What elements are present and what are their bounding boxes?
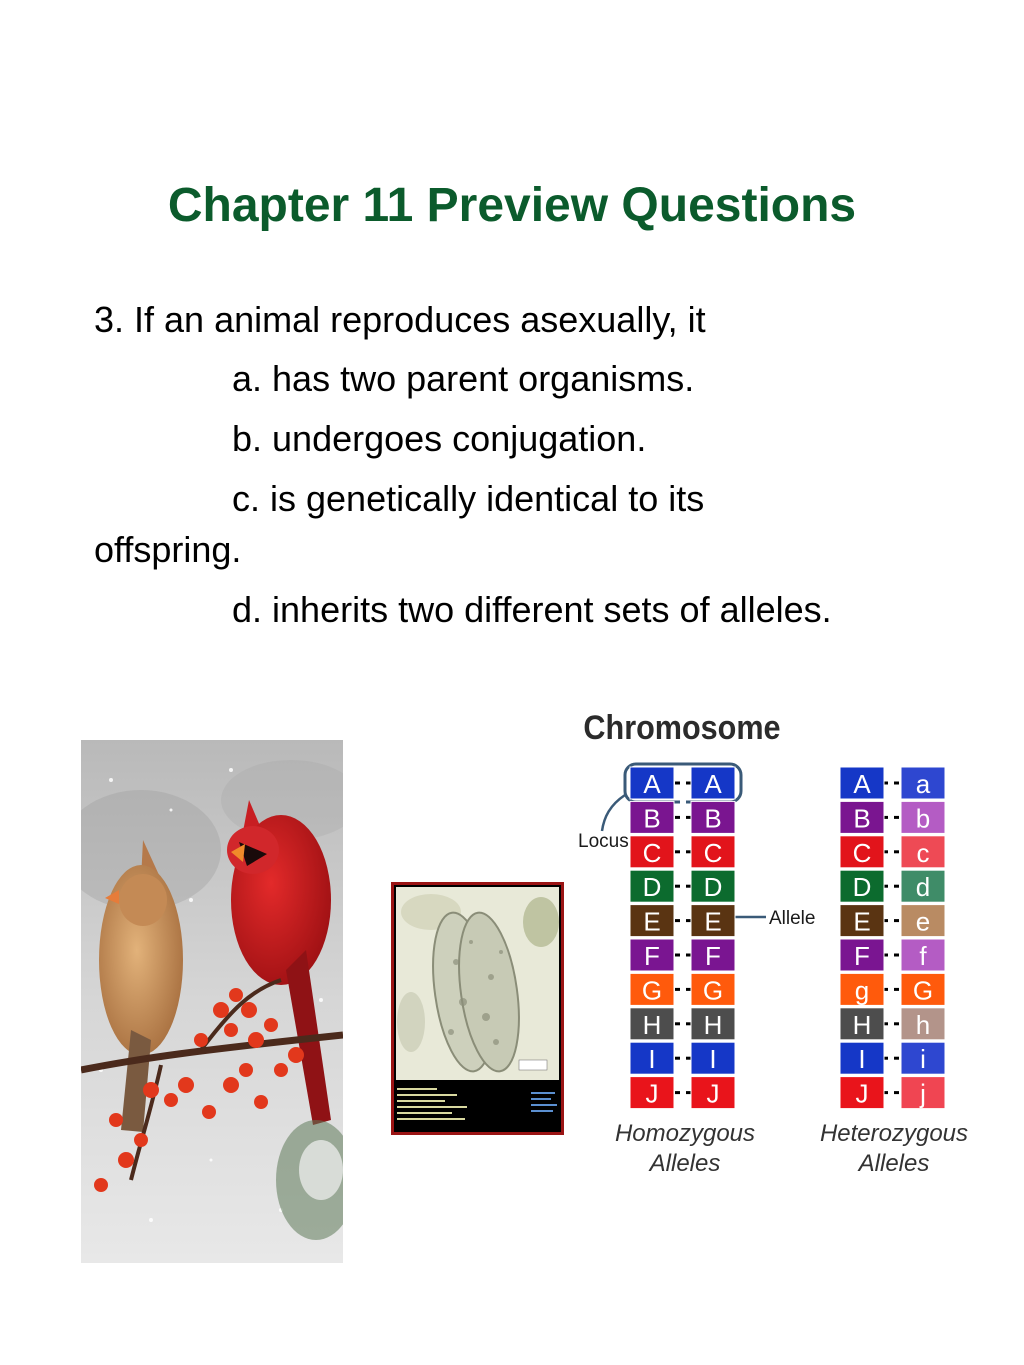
homozygous-right-letter: E bbox=[704, 906, 722, 937]
option-c-line1: c. is genetically identical to its bbox=[232, 478, 705, 519]
heterozygous-left-letter: C bbox=[852, 837, 872, 868]
heterozygous-right-letter: i bbox=[920, 1044, 926, 1075]
option-a: a. has two parent organisms. bbox=[232, 358, 695, 399]
homozygous-right-letter: C bbox=[703, 837, 723, 868]
option-d: d. inherits two different sets of alleles. bbox=[232, 589, 832, 630]
chromosome-diagram bbox=[570, 695, 980, 1195]
homozygous-right-letter: I bbox=[709, 1044, 717, 1075]
cardinals-photo bbox=[81, 740, 343, 1263]
heterozygous-left-letter: D bbox=[852, 872, 872, 903]
homozygous-right-letter: J bbox=[706, 1078, 720, 1109]
option-b: b. undergoes conjugation. bbox=[232, 418, 647, 459]
heterozygous-left-letter: B bbox=[853, 803, 871, 834]
homozygous-left-letter: J bbox=[645, 1078, 659, 1109]
homozygous-left-letter: C bbox=[642, 837, 662, 868]
homozygous-left-letter: F bbox=[644, 941, 660, 971]
heterozygous-right-letter: f bbox=[919, 941, 927, 971]
allele-label: Allele bbox=[769, 908, 816, 929]
heterozygous-left-letter: g bbox=[854, 975, 870, 1006]
locus-pointer bbox=[602, 795, 625, 831]
homozygous-left-letter: A bbox=[643, 769, 661, 799]
homozygous-left-letter: G bbox=[641, 975, 663, 1006]
heterozygous-left-letter: A bbox=[853, 769, 871, 799]
homozygous-left-letter: D bbox=[642, 872, 662, 903]
homozygous-centromere bbox=[680, 767, 686, 1109]
heterozygous-right-letter: a bbox=[915, 769, 931, 799]
heterozygous-right-letter: G bbox=[912, 975, 934, 1006]
heterozygous-right-letter: j bbox=[920, 1078, 926, 1109]
homozygous-right-letter: A bbox=[704, 769, 722, 799]
heterozygous-left-letter: I bbox=[858, 1044, 866, 1075]
homozygous-right-letter: B bbox=[704, 803, 722, 834]
heterozygous-caption-2: Alleles bbox=[858, 1150, 930, 1177]
heterozygous-left-letter: F bbox=[854, 941, 870, 971]
heterozygous-centromere bbox=[888, 767, 894, 1109]
homozygous-left-letter: B bbox=[643, 803, 661, 834]
heterozygous-right-letter: h bbox=[915, 1009, 931, 1040]
homozygous-right-letter: D bbox=[703, 872, 723, 903]
paramecium-micrograph bbox=[391, 882, 564, 1135]
heterozygous-left-letter: H bbox=[852, 1009, 872, 1040]
heterozygous-right-letter: b bbox=[915, 803, 931, 834]
homozygous-right-letter: H bbox=[703, 1009, 723, 1040]
option-c-line2: offspring. bbox=[94, 529, 242, 570]
diagram-title: Chromosome bbox=[583, 708, 781, 747]
heterozygous-right-letter: d bbox=[915, 872, 931, 903]
locus-label: Locus bbox=[578, 831, 629, 852]
homozygous-caption-2: Alleles bbox=[649, 1150, 721, 1177]
homozygous-left-letter: H bbox=[642, 1009, 662, 1040]
homozygous-left-letter: E bbox=[643, 906, 661, 937]
heterozygous-left-letter: J bbox=[855, 1078, 869, 1109]
heterozygous-left-letter: E bbox=[853, 906, 871, 937]
homozygous-caption-1: Homozygous bbox=[614, 1120, 756, 1147]
heterozygous-right-letter: c bbox=[916, 837, 930, 868]
question-text: 3. If an animal reproduces asexually, it bbox=[94, 299, 706, 340]
heterozygous-right-letter: e bbox=[915, 906, 931, 937]
homozygous-right-letter: F bbox=[705, 941, 721, 971]
slide-title: Chapter 11 Preview Questions bbox=[167, 179, 857, 232]
homozygous-left-letter: I bbox=[648, 1044, 656, 1075]
homozygous-right-letter: G bbox=[702, 975, 724, 1006]
heterozygous-caption-1: Heterozygous bbox=[819, 1120, 969, 1147]
